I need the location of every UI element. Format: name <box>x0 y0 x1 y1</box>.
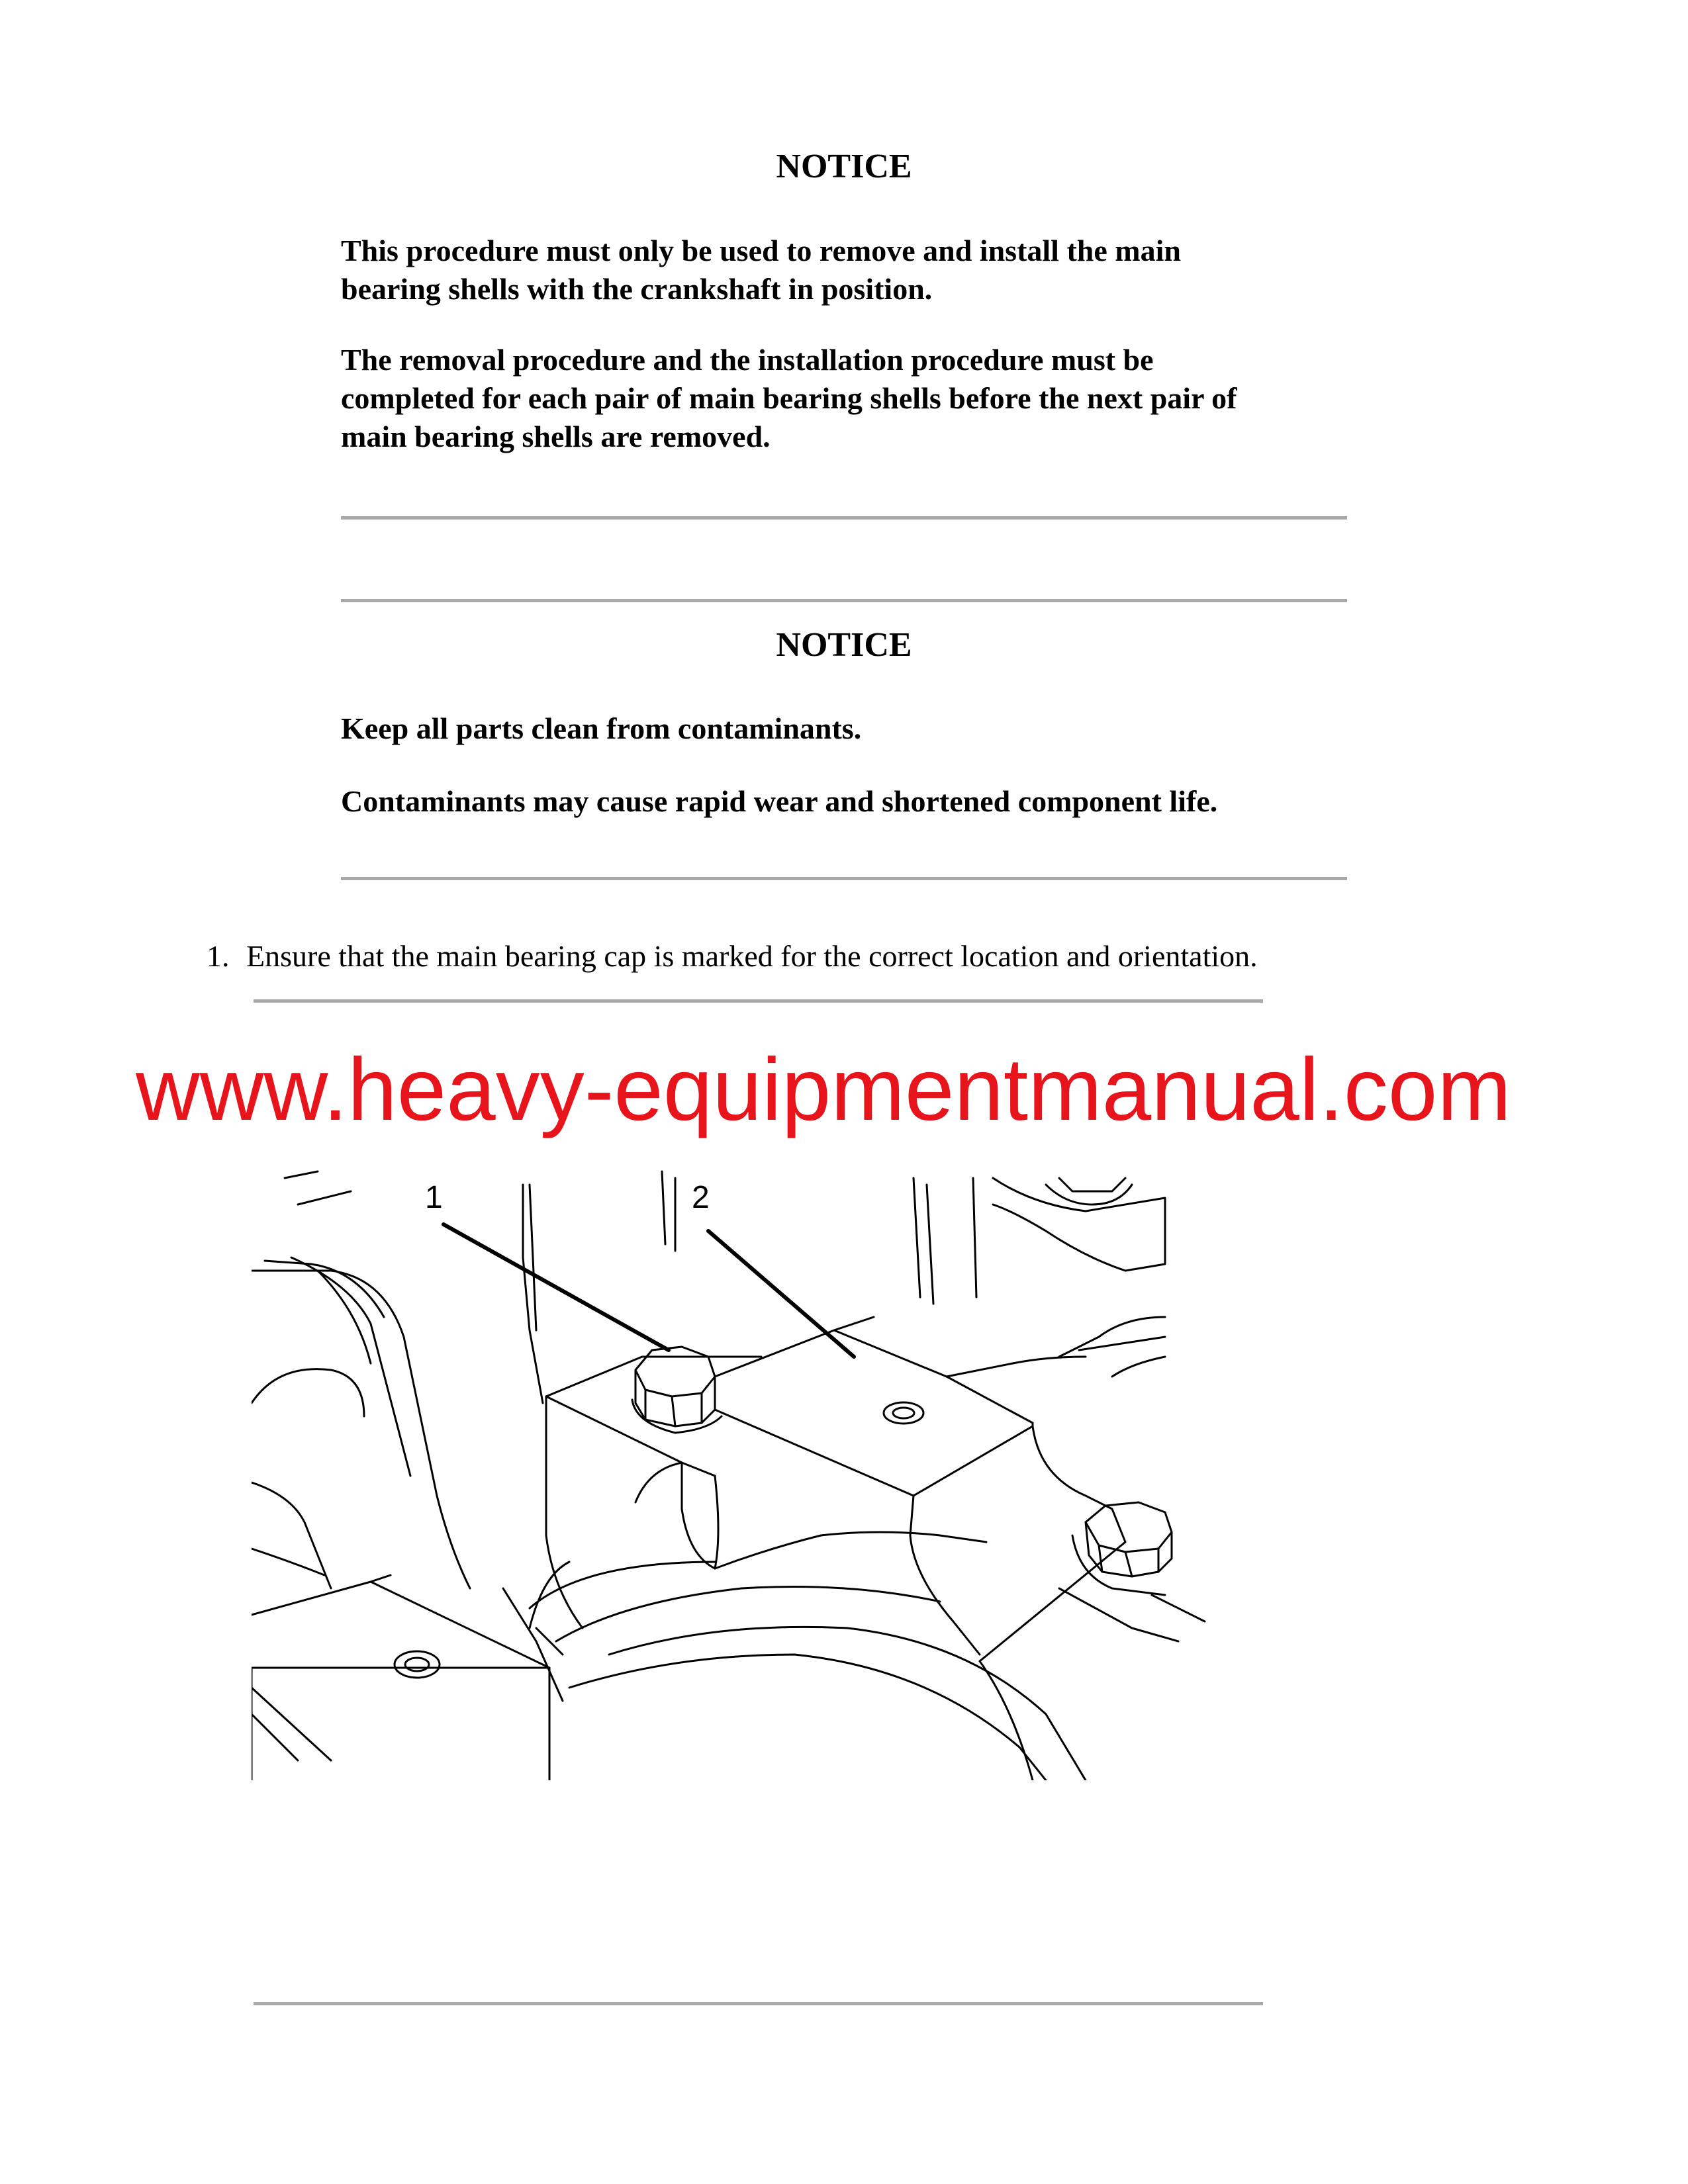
notice-line: This procedure must only be used to remove and install the main <box>341 234 1181 267</box>
notice-paragraph: Keep all parts clean from contaminants. <box>341 711 862 745</box>
bearing-cap-illustration <box>252 1165 1271 1780</box>
step-item <box>207 938 1464 974</box>
notice-line: The removal procedure and the installation procedure must be <box>341 343 1154 377</box>
notice-paragraph <box>341 232 1347 308</box>
notice-line: completed for each pair of main bearing shells before the next pair of <box>341 381 1237 415</box>
watermark-url: www.heavy-equipmentmanual.com <box>136 1040 1511 1139</box>
divider <box>341 877 1347 880</box>
notice-title: NOTICE <box>776 626 912 664</box>
notice-line: main bearing shells are removed. <box>341 420 771 453</box>
notice-paragraph <box>341 341 1347 456</box>
notice-line: bearing shells with the crankshaft in position. <box>341 272 933 306</box>
notice-title: NOTICE <box>776 148 912 185</box>
step-number: 1. <box>207 939 230 973</box>
divider <box>341 516 1347 520</box>
notice-paragraph: Contaminants may cause rapid wear and shortened component life. <box>341 784 1218 818</box>
step-text: Ensure that the main bearing cap is marked for the correct location and orientation. <box>246 939 1258 973</box>
divider <box>254 2002 1263 2005</box>
callout-2-label: 2 <box>692 1180 710 1215</box>
divider <box>254 999 1263 1003</box>
divider <box>341 599 1347 602</box>
callout-1-label: 1 <box>425 1180 443 1215</box>
